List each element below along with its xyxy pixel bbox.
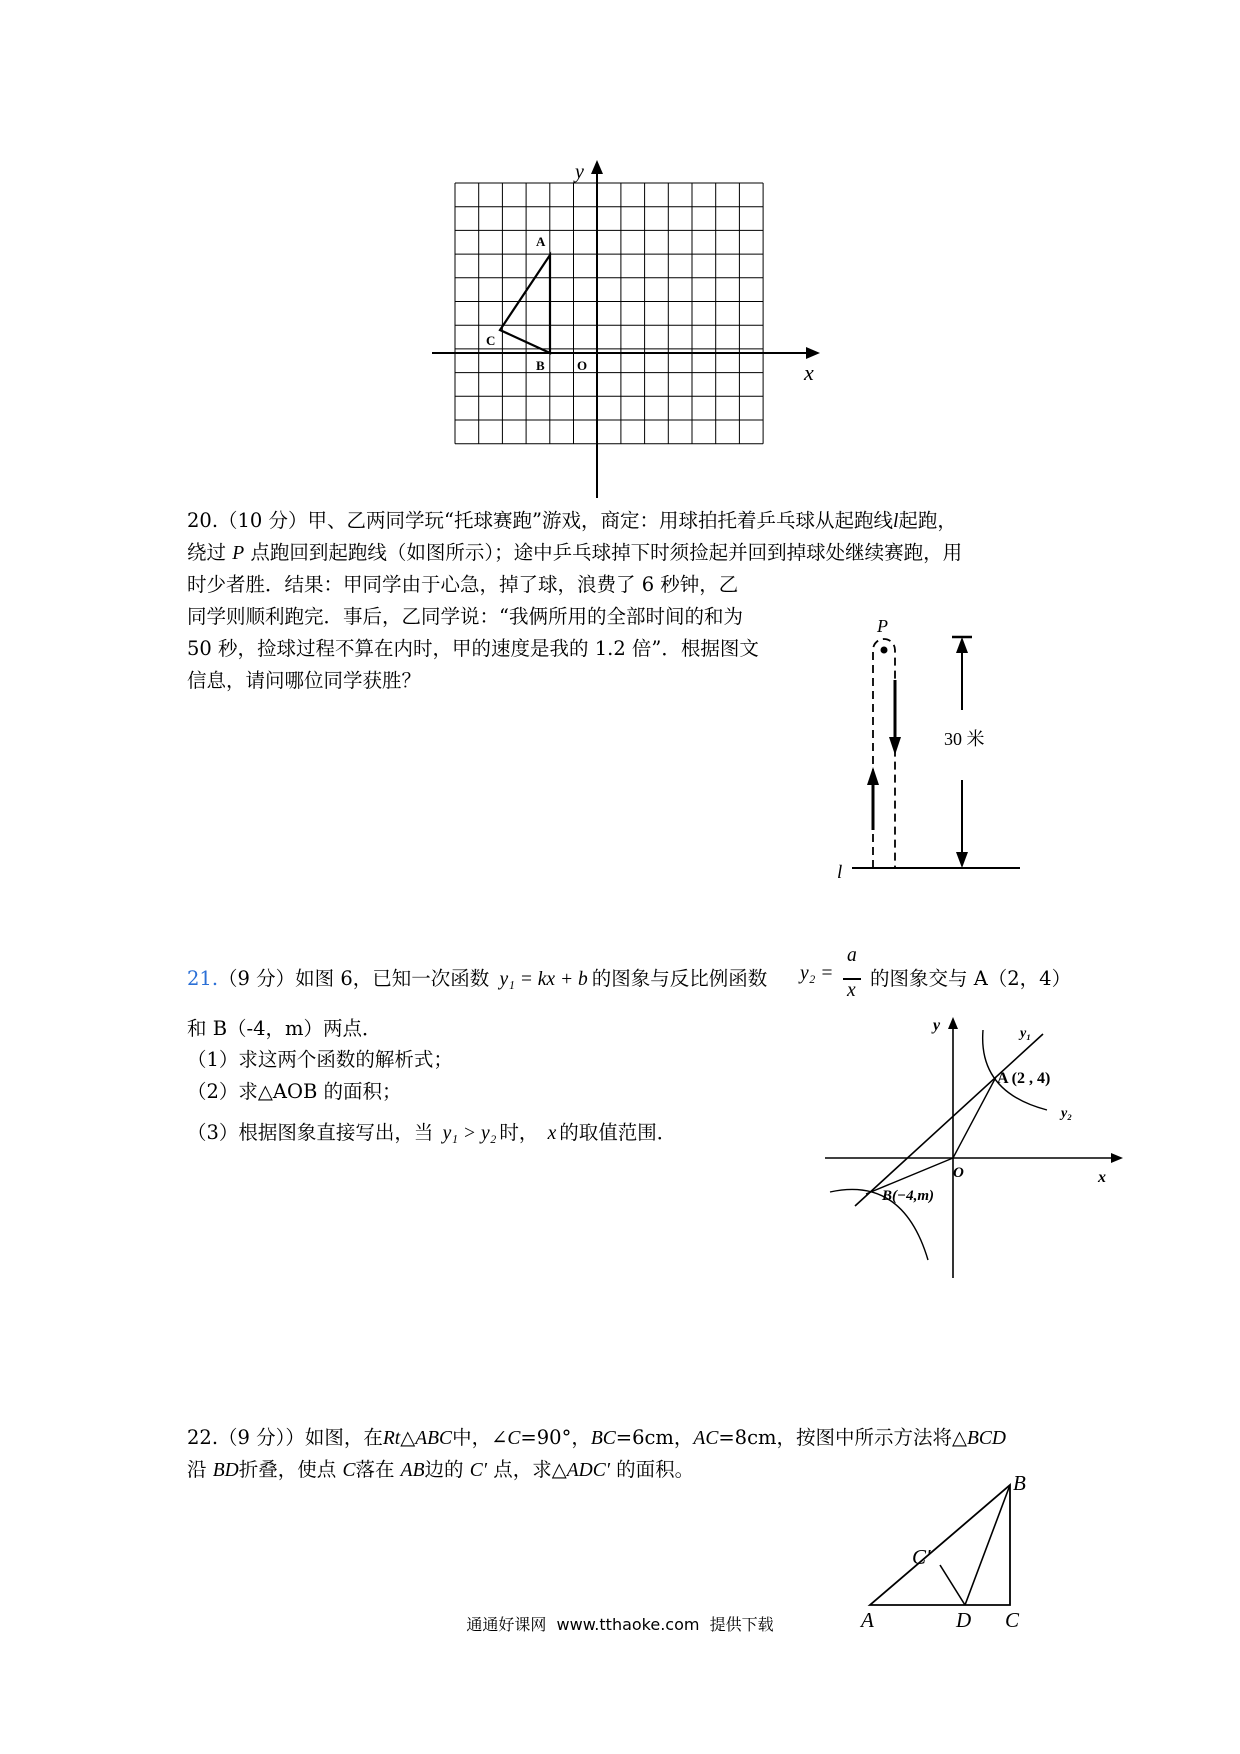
point-b-label: B(−4,m) bbox=[882, 1188, 935, 1204]
label-b: B bbox=[1013, 1471, 1026, 1495]
triangle-abc bbox=[500, 255, 550, 353]
y-axis-arrow bbox=[948, 1017, 958, 1029]
y-axis-label: y bbox=[575, 161, 584, 183]
coordinate-grid-figure bbox=[420, 160, 840, 505]
q22-line-1: 22.（9 分））如图，在Rt△ABC中，∠C=90°，BC=6cm，AC=8cm，按图中所示方法将△BCD bbox=[187, 1426, 1006, 1449]
start-line-label: l bbox=[837, 862, 843, 880]
label-d: D bbox=[956, 1608, 972, 1632]
point-a-label: A (2 , 4) bbox=[997, 1070, 1051, 1087]
page-footer: 通通好课网 www.tthaoke.com 提供下载 bbox=[466, 1615, 774, 1634]
label-c-prime: C′ bbox=[912, 1545, 931, 1569]
x-axis-label: x bbox=[804, 360, 814, 385]
segment-bd bbox=[965, 1485, 1010, 1605]
x-axis-arrow bbox=[806, 347, 820, 359]
q21-line-2: 和 B（-4，m）两点． bbox=[187, 1017, 382, 1040]
down-arrow-head bbox=[889, 737, 901, 755]
point-b-label: B bbox=[536, 358, 545, 373]
triangle-abc bbox=[870, 1485, 1010, 1605]
segment-oa bbox=[953, 1077, 996, 1158]
q20-line-3: 时少者胜．结果：甲同学由于心急，掉了球，浪费了 6 秒钟，乙 bbox=[187, 573, 739, 596]
q20-line-1: 20.（10 分）甲、乙两同学玩“托球赛跑”游戏，商定：用球拍托着乒乓球从起跑线l起跑， bbox=[187, 509, 957, 532]
distance-label: 30 米 bbox=[944, 729, 985, 749]
q20-line-6: 信息，请问哪位同学获胜？ bbox=[187, 669, 422, 692]
x-axis-label: x bbox=[1098, 1169, 1106, 1186]
distance-arrow-down bbox=[956, 852, 968, 868]
y1-label: y₁ bbox=[1020, 1026, 1032, 1041]
race-track-figure bbox=[830, 615, 1050, 880]
distance-arrow-up bbox=[956, 637, 968, 653]
function-graph-figure bbox=[815, 1010, 1125, 1290]
y-axis-arrow bbox=[591, 160, 603, 174]
segment-c-prime-d bbox=[940, 1565, 965, 1605]
q20-line-2: 绕过 P 点跑回到起跑线（如图所示）；途中乒乓球掉下时须捡起并回到掉球处继续赛跑，用 bbox=[187, 541, 963, 564]
q21-item-3: （3）根据图象直接写出，当 y₁ > y₂ 时， x 的取值范围． bbox=[187, 1121, 677, 1144]
origin-label: O bbox=[577, 358, 588, 373]
point-a-label: A bbox=[536, 234, 546, 249]
q22-line-2: 沿 BD折叠，使点 C落在 AB边的 C′ 点，求△ADC′ 的面积。 bbox=[187, 1458, 695, 1481]
label-a: A bbox=[861, 1608, 874, 1632]
q20-line-4: 同学则顺利跑完．事后，乙同学说：“我俩所用的全部时间的和为 bbox=[187, 605, 743, 628]
origin-label: O bbox=[953, 1165, 964, 1181]
track-path bbox=[873, 639, 895, 868]
fold-triangle-figure bbox=[850, 1470, 1070, 1635]
up-arrow-head bbox=[867, 767, 879, 785]
label-c: C bbox=[1005, 1608, 1020, 1632]
q21-item-2: （2）求△AOB 的面积； bbox=[187, 1080, 402, 1103]
x-axis-arrow bbox=[1111, 1153, 1123, 1163]
q20-line-5: 50 秒，捡球过程不算在内时，甲的速度是我的 1.2 倍”．根据图文 bbox=[187, 637, 759, 660]
point-p bbox=[881, 647, 888, 654]
q21-line-1-end: 的图象交与 A（2，4） bbox=[870, 967, 1072, 990]
q21-fraction: y₂ = a x bbox=[800, 945, 870, 1015]
line-y1 bbox=[855, 1034, 1043, 1206]
q21-line-1: 21.（9 分）如图 6，已知一次函数 y₁ = kx + b 的图象与反比例函数 bbox=[187, 967, 768, 990]
p-label: P bbox=[877, 616, 888, 636]
y-axis-label: y bbox=[933, 1017, 941, 1034]
y2-label: y₂ bbox=[1061, 1106, 1073, 1121]
point-c-label: C bbox=[486, 333, 496, 348]
q21-item-1: （1）求这两个函数的解析式； bbox=[187, 1048, 453, 1071]
